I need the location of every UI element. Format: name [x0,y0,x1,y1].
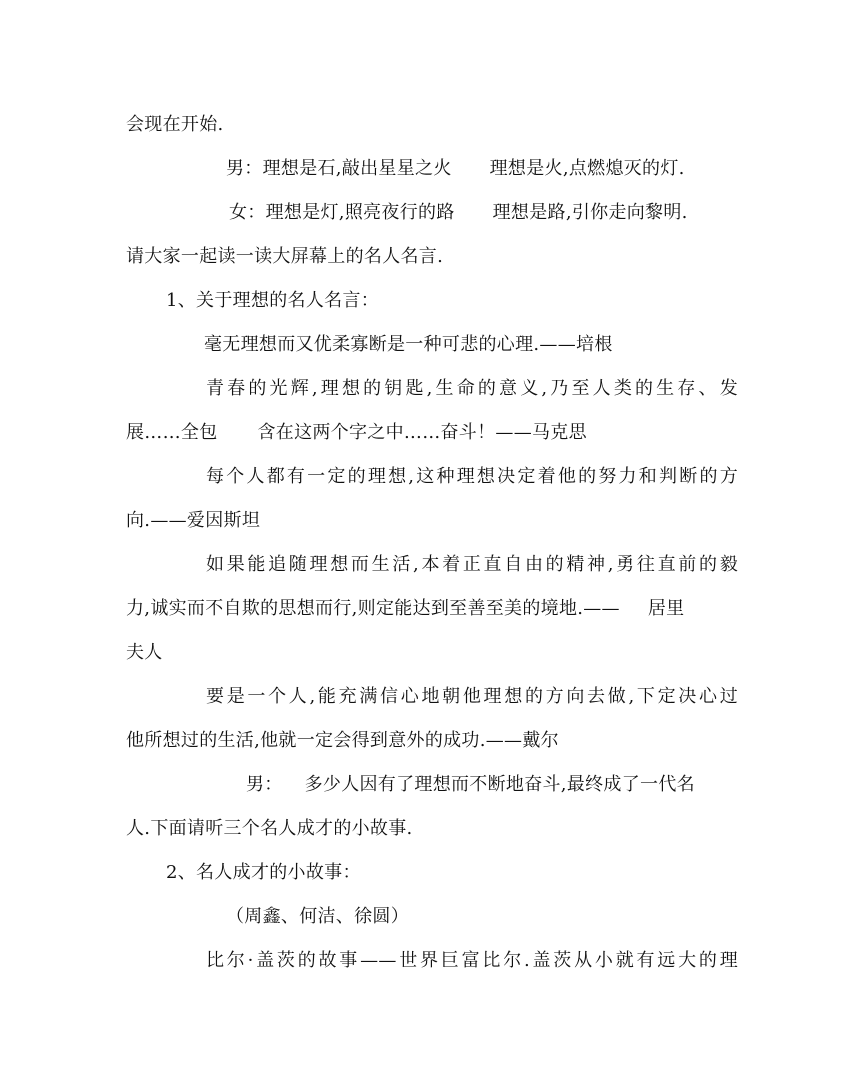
section-heading: 2、名人成才的小故事： [166,862,361,883]
poem-line-right: 理想是路,引你走向黎明. [492,202,688,223]
speaker-line-male [246,773,746,797]
quote-line-left: 展……全包 [126,422,218,443]
quote-line: 向.——爱因斯坦 [126,510,261,531]
quote-line: 每个人都有一定的理想,这种理想决定着他的努力和判断的方 [206,466,738,487]
quote-line-right: 居里 [647,598,685,619]
quote-line: 他所想过的生活,他就一定会得到意外的成功.——戴尔 [126,730,559,751]
story-line: 比尔·盖茨的故事——世界巨富比尔.盖茨从小就有远大的理 [206,950,738,971]
quote-line: 夫人 [126,642,163,663]
quote-line-right: 含在这两个字之中……奋斗！——马克思 [257,422,587,443]
quote-line [126,597,738,621]
text-line: 人.下面请听三个名人成才的小故事. [126,818,413,839]
quote-line-left: 力,诚实而不自欺的思想而行,则定能达到至善至美的境地.—— [126,598,620,619]
section-heading: 1、关于理想的名人名言： [166,290,380,311]
poem-line-right: 理想是火,点燃熄灭的灯. [489,158,685,179]
quote-line: 青春的光辉,理想的钥匙,生命的意义,乃至人类的生存、发 [206,378,738,399]
quote-line: 如果能追随理想而生活,本着正直自由的精神,勇往直前的毅 [206,554,738,575]
poem-line-left: 女：理想是灯,照亮夜行的路 [229,202,455,223]
poem-line-left: 男：理想是石,敲出星星之火 [226,158,452,179]
speaker-text: 多少人因有了理想而不断地奋斗,最终成了一代名 [304,774,695,795]
quote-line: 毫无理想而又优柔寡断是一种可悲的心理.——培根 [204,334,613,355]
text-line: 请大家一起读一读大屏幕上的名人名言. [126,246,444,267]
poem-line-male [226,157,746,181]
text-line: 会现在开始. [126,114,224,135]
presenters-line: （周鑫、何洁、徐圆） [226,906,409,927]
speaker-label: 男： [246,774,283,795]
poem-line-female [229,201,749,225]
quote-line: 要是一个人,能充满信心地朝他理想的方向去做,下定决心过 [206,686,738,707]
quote-line [126,421,738,445]
